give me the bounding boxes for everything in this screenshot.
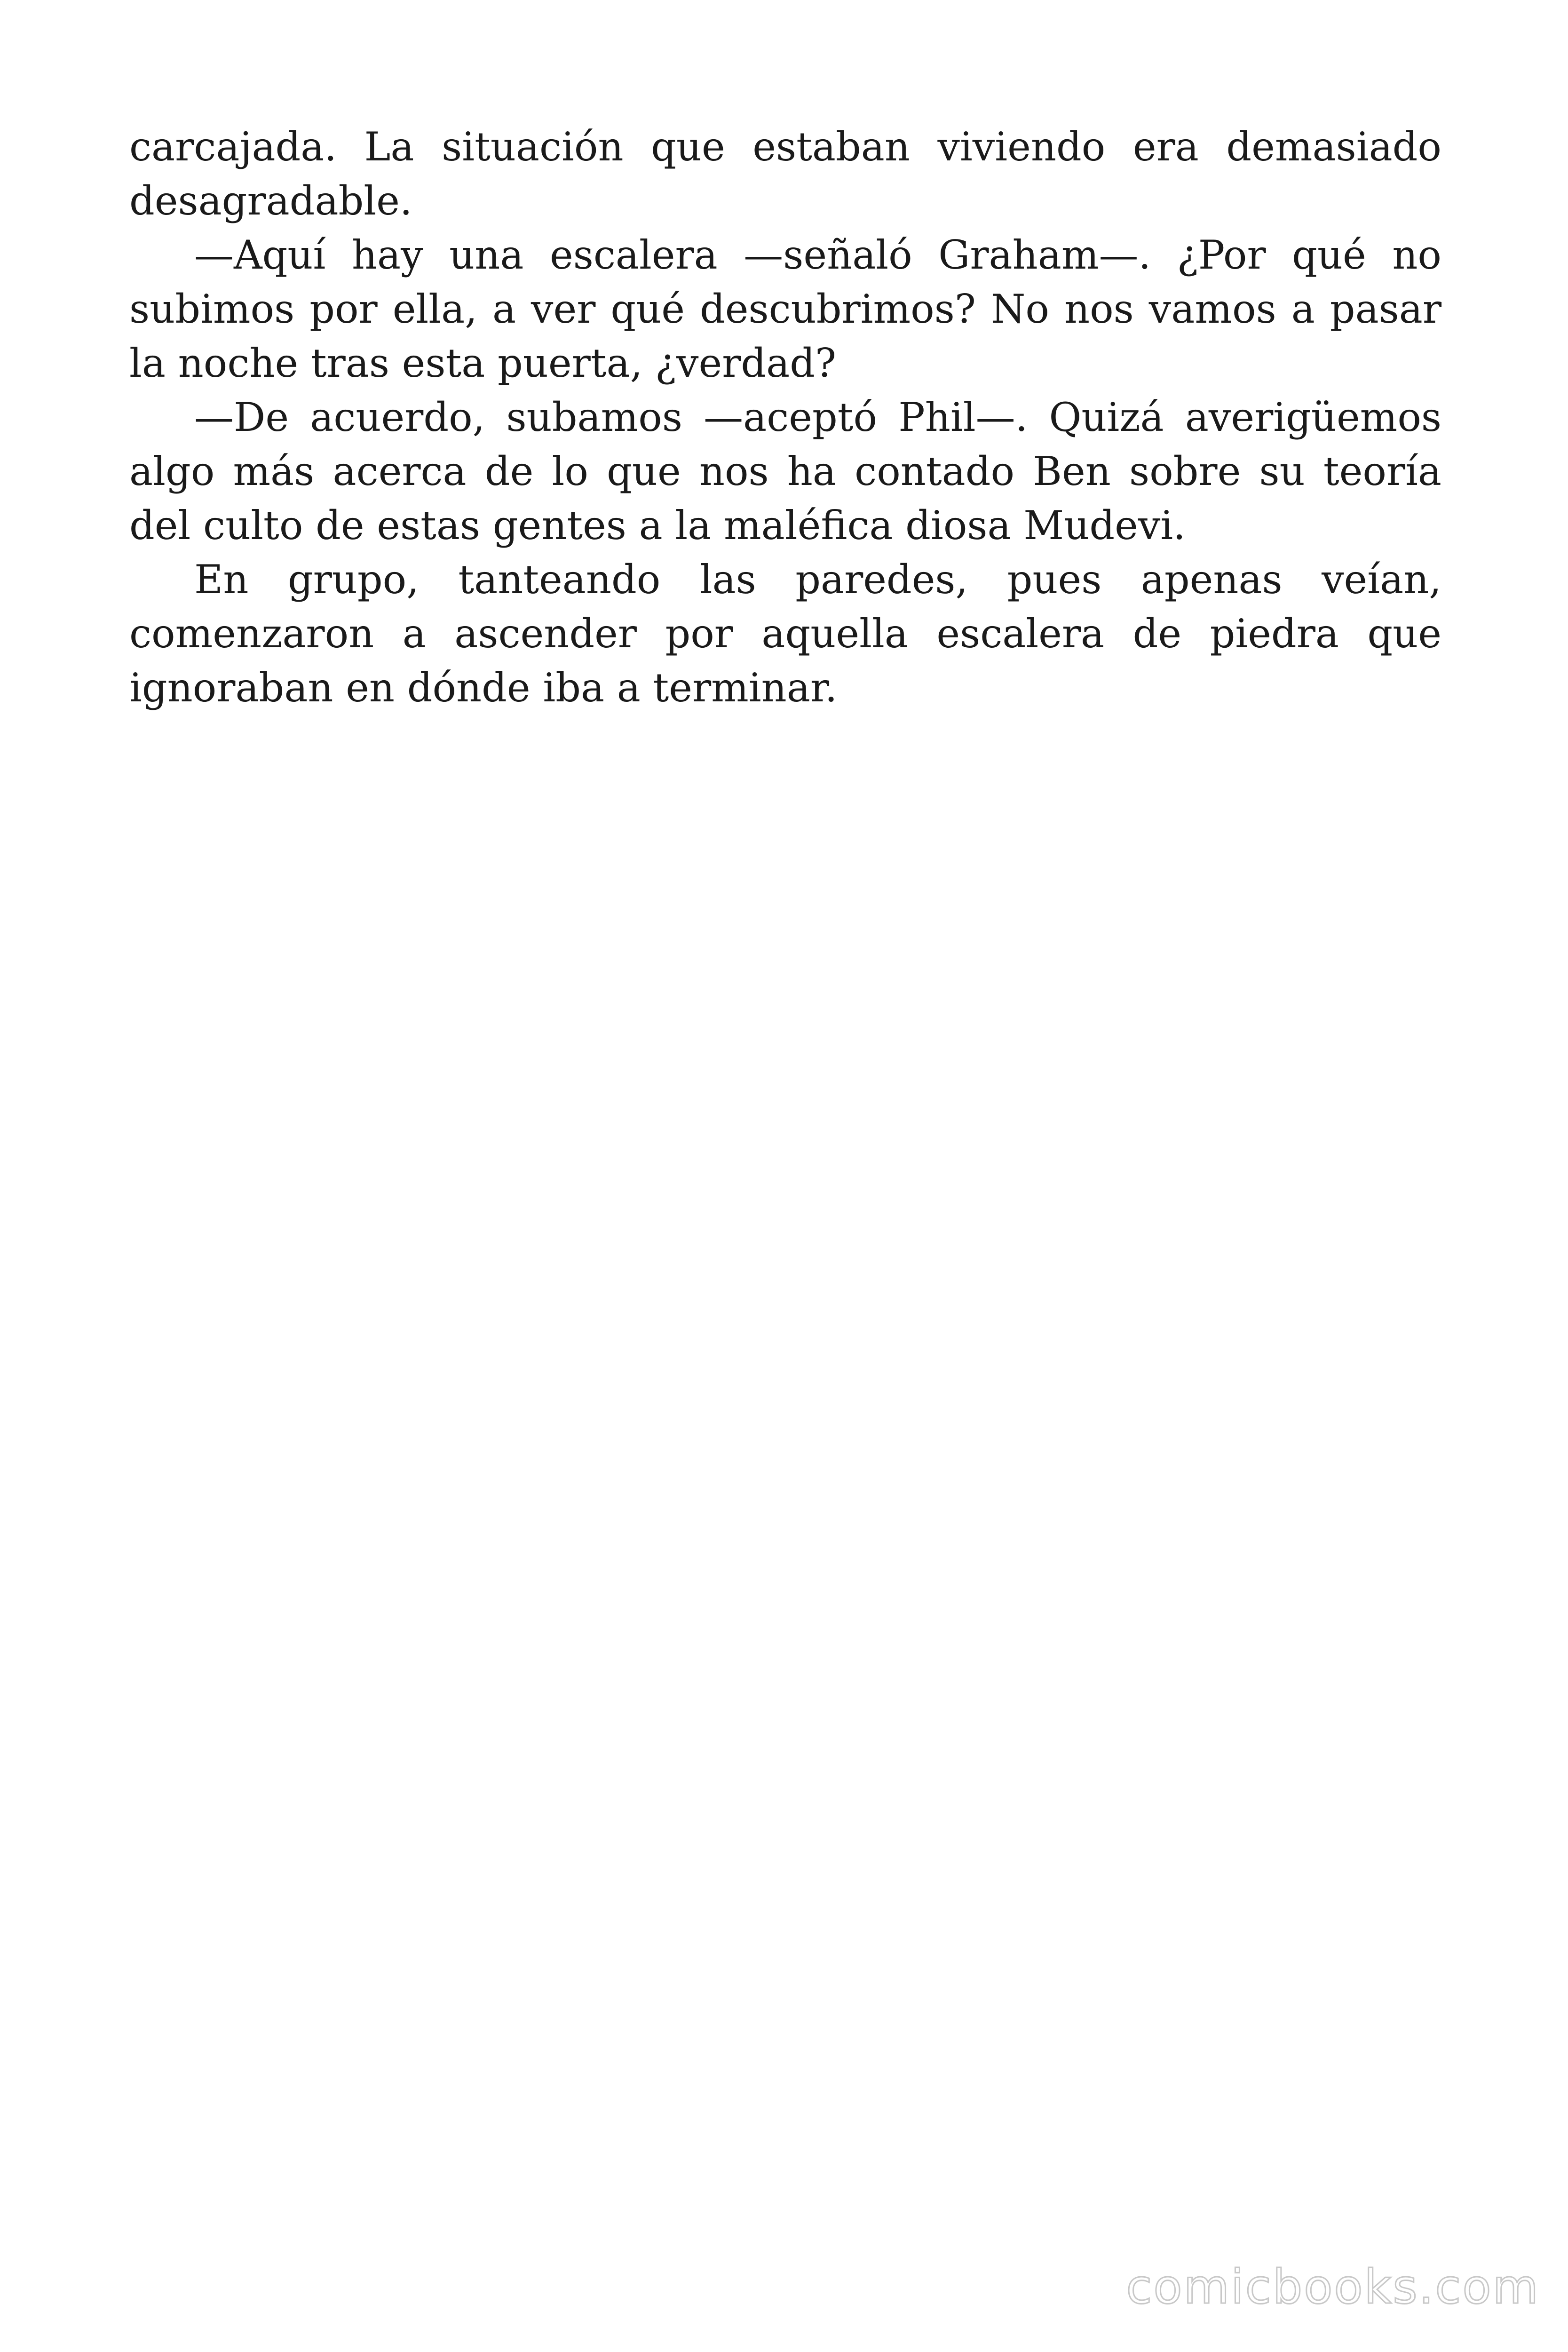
paragraph-4: En grupo, tanteando las paredes, pues apenas veían, comenzaron a ascender por aquella escalera de piedra que ignoraban en dónde iba a terminar.: [129, 556, 1441, 711]
page-body-text: [129, 120, 1441, 715]
paragraph-3: —De acuerdo, subamos —aceptó Phil—. Quizá averigüemos algo más acerca de lo que nos ha contado Ben sobre su teoría del culto de estas gentes a la maléfica diosa Mudevi.: [129, 394, 1441, 548]
paragraph-2: —Aquí hay una escalera —señaló Graham—. ¿Por qué no subimos por ella, a ver qué descubrimos? No nos vamos a pasar la noche tras esta puerta, ¿verdad?: [129, 232, 1441, 386]
watermark-logo: comicbooks.com: [1126, 2259, 1540, 2314]
paragraph-1: carcajada. La situación que estaban viviendo era demasiado desagradable.: [129, 124, 1441, 224]
